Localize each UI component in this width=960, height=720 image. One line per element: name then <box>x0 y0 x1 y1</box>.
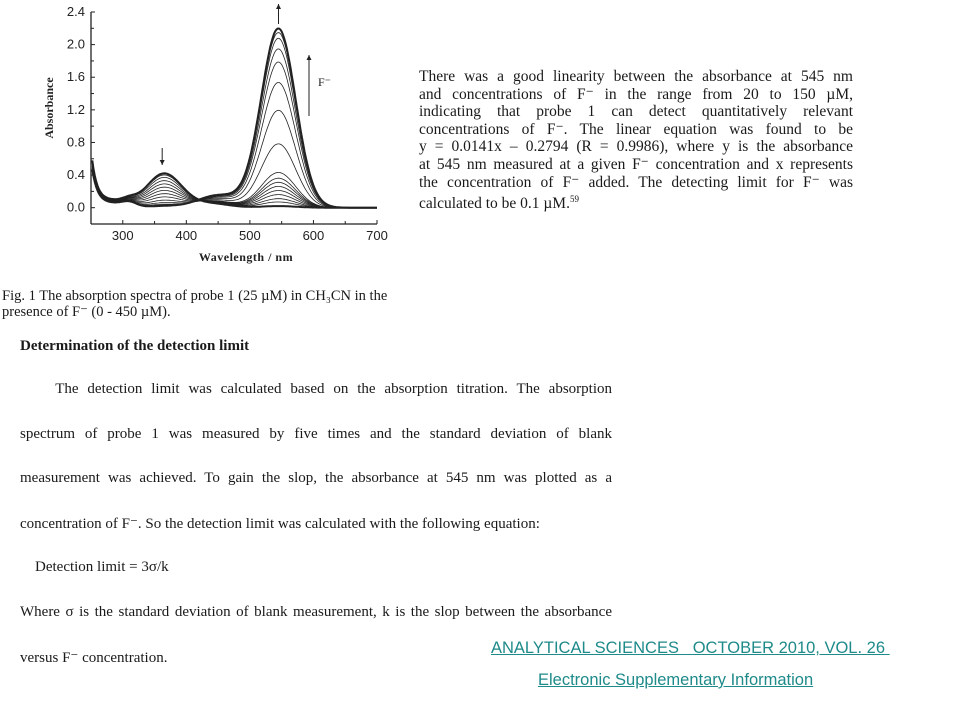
y-tick-label: 0.4 <box>66 167 85 183</box>
spectrum-line <box>92 49 377 208</box>
y-tick-label: 0.0 <box>66 199 85 215</box>
y-tick-label: 1.2 <box>66 101 85 117</box>
y-axis-title: Absorbance <box>42 77 56 139</box>
paragraph-line <box>419 191 853 213</box>
spectrum-line <box>92 62 377 208</box>
paragraph-line: There was a good linearity between the absorbance at 545 nm <box>419 68 853 85</box>
x-tick-label: 400 <box>175 228 198 243</box>
paragraph-line: and concentrations of F⁻ in the range from 20 to 150 µM, <box>419 85 853 103</box>
x-tick-label: 700 <box>366 228 388 243</box>
spectrum-line <box>92 33 377 208</box>
y-tick-label: 0.8 <box>66 134 85 150</box>
y-tick-label: 2.0 <box>66 36 85 52</box>
figure-caption <box>2 288 442 320</box>
supplementary-info-link[interactable]: Electronic Supplementary Information <box>538 671 814 689</box>
paragraph-line: concentrations of F⁻. The linear equation was found to be <box>419 120 853 138</box>
paragraph-line: the concentration of F⁻ added. The detecting limit for F⁻ was <box>419 173 853 191</box>
arrow-down-365-head <box>160 160 165 165</box>
x-tick-label: 500 <box>239 228 261 243</box>
arrow-up-545-head <box>276 4 281 9</box>
spectrum-line <box>92 29 377 208</box>
x-axis-title: Wavelength / nm <box>198 250 294 264</box>
fluoride-annotation: F⁻ <box>318 75 332 89</box>
reference-number: 59 <box>569 194 579 205</box>
paragraph-line: y = 0.0141x – 0.2794 (R = 0.9986), where y is the absorbance <box>419 138 853 156</box>
detection-limit-equation: Detection limit = 3σ/k <box>20 559 169 575</box>
spectrum-line <box>92 83 377 208</box>
arrow-up-fluoride-head <box>306 55 311 60</box>
body-line: measurement was achieved. To gain the slop, the absorbance at 545 nm was plotted as a <box>20 470 612 486</box>
linearity-paragraph <box>419 68 853 213</box>
x-tick-label: 600 <box>302 228 325 243</box>
caption-line: Fig. 1 The absorption spectra of probe 1 (25 µM) in CH₃CN in the <box>2 288 388 304</box>
section-title: Determination of the detection limit <box>20 338 250 354</box>
y-tick-label: 1.6 <box>66 69 85 85</box>
paragraph-line: at 545 nm measured at a given F⁻ concentration and x represents <box>419 155 853 173</box>
caption-line: presence of F⁻ (0 - 450 µM). <box>2 304 171 320</box>
paragraph-last-text: calculated to be 0.1 µM. <box>419 195 570 213</box>
journal-link[interactable]: ANALYTICAL SCIENCES OCTOBER 2010, VOL. 26 <box>491 639 890 657</box>
absorption-spectra-chart <box>40 0 400 270</box>
body-line: Where σ is the standard deviation of blank measurement, k is the slop between the absorbance <box>20 604 612 620</box>
paragraph-line: indicating that probe 1 can detect quantitatively relevant <box>419 103 853 121</box>
body-line: versus F⁻ concentration. <box>20 650 168 666</box>
body-line: concentration of F⁻. So the detection limit was calculated with the following equation: <box>20 516 540 532</box>
x-tick-label: 300 <box>111 228 134 243</box>
body-line: spectrum of probe 1 was measured by five times and the standard deviation of blank <box>20 426 612 442</box>
spectra-curves <box>92 29 377 208</box>
y-tick-label: 2.4 <box>66 4 85 19</box>
spectrum-line <box>92 38 377 207</box>
body-line: The detection limit was calculated based on the absorption titration. The absorption <box>20 381 612 397</box>
